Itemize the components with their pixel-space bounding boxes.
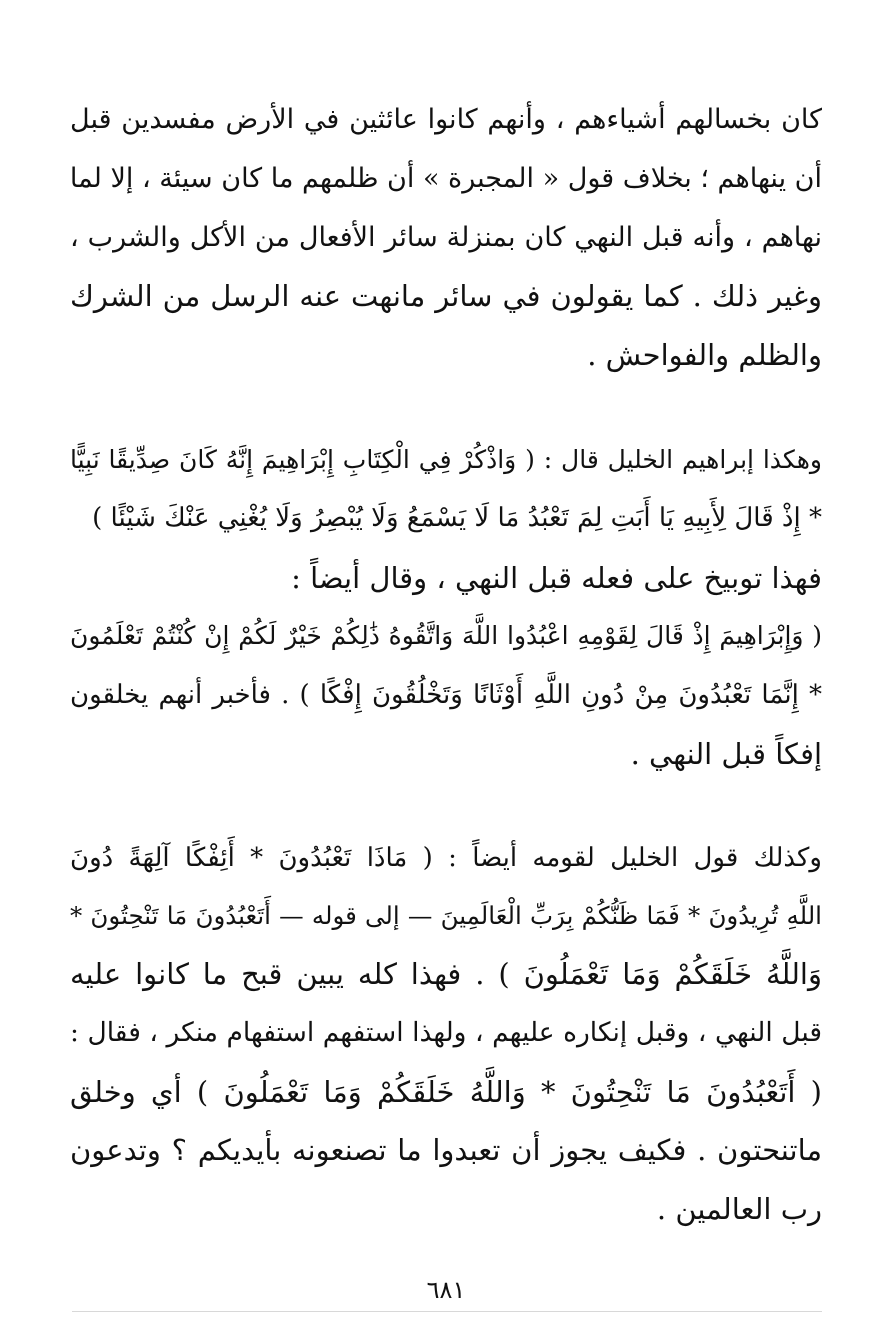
text-line: ماتنحتون . فكيف يجوز أن تعبدوا ما تصنعونه بأيديكم ؟ وتدعون — [70, 1133, 822, 1167]
text-line: وكذلك قول الخليل لقومه أيضاً : ( مَاذَا تَعْبُدُونَ * أَئِفْكًا آلِهَةً دُونَ — [70, 843, 822, 873]
text-line: إفكاً قبل النهي . — [630, 737, 822, 771]
text-line: ( أَتَعْبُدُونَ مَا تَنْحِتُونَ * وَاللَّهُ خَلَقَكُمْ وَمَا تَعْمَلُونَ ) أي وخلق — [70, 1075, 822, 1109]
text-line: وهكذا إبراهيم الخليل قال : ( وَاذْكُرْ فِي الْكِتَابِ إِبْرَاهِيمَ إِنَّهُ كَانَ صِدِّيقًا نَبِيًّا — [70, 445, 822, 474]
text-line: ( وَإِبْرَاهِيمَ إِذْ قَالَ لِقَوْمِهِ اعْبُدُوا اللَّهَ وَاتَّقُوهُ ذَٰلِكُمْ خَيْرٌ لَكُمْ إِنْ كُنْتُمْ تَعْلَمُونَ — [70, 621, 822, 650]
text-line: وَاللَّهُ خَلَقَكُمْ وَمَا تَعْمَلُونَ ) . فهذا كله يبين قبح ما كانوا عليه — [70, 957, 822, 991]
text-line: اللَّهِ تُرِيدُونَ * فَمَا ظَنُّكُمْ بِرَبِّ الْعَالَمِينَ — إلى قوله — أَتَعْبُدُونَ مَا تَنْحِتُونَ * — [70, 901, 822, 930]
text-line: نهاهم ، وأنه قبل النهي كان بمنزلة سائر الأفعال من الأكل والشرب ، — [70, 222, 822, 253]
footer-divider — [72, 1311, 822, 1312]
text-line: رب العالمين . — [656, 1192, 822, 1226]
text-line: * إِنَّمَا تَعْبُدُونَ مِنْ دُونِ اللَّهِ أَوْثَانًا وَتَخْلُقُونَ إِفْكًا ) . فأخبر أنهم يخلقون — [70, 680, 822, 710]
text-line: * إِذْ قَالَ لِأَبِيهِ يَا أَبَتِ لِمَ تَعْبُدُ مَا لَا يَسْمَعُ وَلَا يُبْصِرُ وَلَا يُغْنِي عَنْكَ شَيْئًا ) — [92, 503, 822, 533]
text-line: أن ينهاهم ؛ بخلاف قول « المجبرة » أن ظلمهم ما كان سيئة ، إلا لما — [70, 163, 822, 194]
text-line: والظلم والفواحش . — [587, 338, 822, 372]
text-line: وغير ذلك . كما يقولون في سائر مانهت عنه الرسل من الشرك — [70, 279, 822, 313]
page-number: ٦٨١ — [426, 1276, 466, 1304]
text-line: فهذا توبيخ على فعله قبل النهي ، وقال أيضاً : — [291, 561, 822, 595]
text-line: كان بخسالهم أشياءهم ، وأنهم كانوا عائثين في الأرض مفسدين قبل — [70, 104, 822, 135]
text-line: قبل النهي ، وقبل إنكاره عليهم ، ولهذا استفهم استفهام منكر ، فقال : — [70, 1017, 822, 1048]
